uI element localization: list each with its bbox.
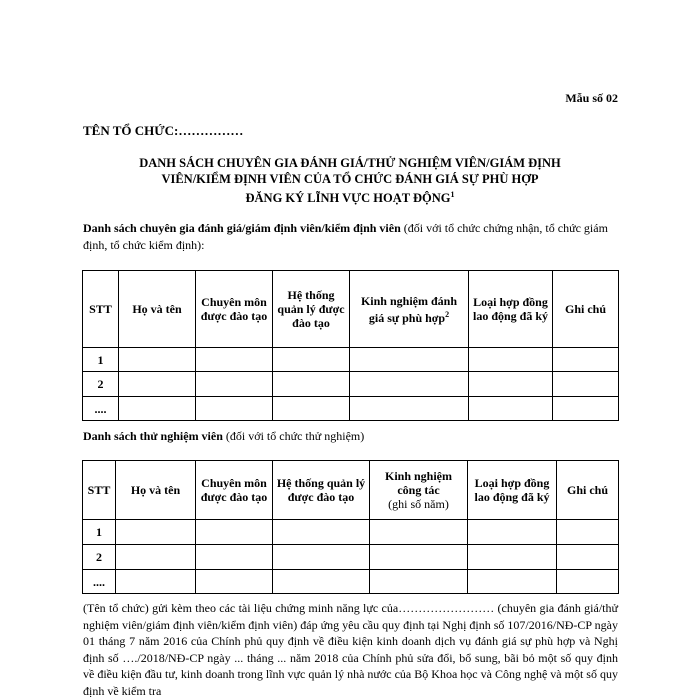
table-cell [370, 520, 468, 545]
col-experience-footnote: 2 [445, 309, 450, 319]
table-cell [119, 372, 196, 397]
table-row [83, 520, 619, 545]
table-cell [557, 570, 619, 594]
body-paragraph: (Tên tổ chức) gửi kèm theo các tài liệu chứng minh năng lực của…………………… (chuyên gia đánh giá/thử nghiệm viên/giám định viên/kiểm định viên) đáp ứng yêu cầu quy định tại Nghị định số 107/2016/NĐ-CP ngày 01 tháng 7 năm 2016 của Chính phủ quy định về điều kiện kinh doanh dịch vụ đánh giá sự phù hợp và Nghị định số …./2018/NĐ-CP ngày ... tháng ... năm 2018 của Chính phủ sửa đổi, bổ sung, bãi bỏ một số quy định về điều kiện đầu tư, kinh doanh trong lĩnh vực quản lý nhà nước của Bộ Khoa học và Công nghệ và một số quy định về kiểm tra [83, 601, 618, 698]
table-cell [469, 372, 553, 397]
col-management-system: Hệ thống quản lý được đào tạo [273, 461, 370, 520]
table-cell [557, 520, 619, 545]
table-cell [273, 520, 370, 545]
title-line-1: DANH SÁCH CHUYÊN GIA ĐÁNH GIÁ/THỬ NGHIỆM VIÊN/GIÁM ĐỊNH [139, 156, 561, 170]
table-cell [119, 397, 196, 421]
table-cell [469, 348, 553, 372]
col-specialty: Chuyên môn được đào tạo [196, 461, 273, 520]
table-header-row [83, 271, 619, 348]
table-cell [196, 372, 273, 397]
section-1-heading [83, 220, 617, 254]
table-cell [469, 397, 553, 421]
table-cell [350, 372, 469, 397]
table-row [83, 397, 619, 421]
table-cell [273, 397, 350, 421]
col-notes: Ghi chú [557, 461, 619, 520]
table-cell [273, 570, 370, 594]
table-cell [196, 545, 273, 570]
table-row [83, 348, 619, 372]
col-name: Họ và tên [119, 271, 196, 348]
section-2-heading-note: (đối với tổ chức thử nghiệm) [222, 429, 365, 443]
col-management-system: Hệ thống quản lý được đào tạo [273, 271, 350, 348]
row-number: 1 [83, 348, 119, 372]
organization-name-label: TÊN TỔ CHỨC:…………… [83, 123, 244, 138]
table-header-row [83, 461, 619, 520]
table-cell [553, 372, 619, 397]
section-2-heading [83, 428, 617, 445]
col-contract-type: Loại hợp đồng lao động đã ký [468, 461, 557, 520]
table-cell [273, 545, 370, 570]
table-row [83, 545, 619, 570]
row-number: 1 [83, 520, 116, 545]
table-cell [196, 348, 273, 372]
section-2-heading-bold: Danh sách thử nghiệm viên [83, 429, 223, 443]
title-line-3-text: ĐĂNG KÝ LĨNH VỰC HOẠT ĐỘNG [245, 191, 451, 206]
col-contract-type: Loại hợp đồng lao động đã ký [469, 271, 553, 348]
col-specialty: Chuyên môn được đào tạo [196, 271, 273, 348]
table-cell [468, 545, 557, 570]
table-cell [116, 570, 196, 594]
table-cell [370, 545, 468, 570]
table-cell [273, 348, 350, 372]
table-cell [350, 397, 469, 421]
form-number: Mẫu số 02 [565, 91, 618, 105]
table-cell [350, 348, 469, 372]
col-experience [350, 271, 469, 348]
experts-table [82, 270, 619, 421]
section-1-heading-note: (đối với tổ chức chứng nhận, tổ chức giám định, tổ chức kiểm định): [83, 221, 608, 252]
row-number: .... [83, 397, 119, 421]
document-title [83, 155, 617, 206]
col-experience-text: Kinh nghiệm đánh giá sự phù hợp [360, 293, 458, 325]
table-cell [557, 545, 619, 570]
table-cell [468, 570, 557, 594]
table-cell [273, 372, 350, 397]
table-cell [196, 520, 273, 545]
col-work-experience-text: Kinh nghiệm công tác [384, 469, 453, 497]
row-number: .... [83, 570, 116, 594]
row-number: 2 [83, 545, 116, 570]
table-cell [553, 348, 619, 372]
table-cell [370, 570, 468, 594]
section-1-heading-bold: Danh sách chuyên gia đánh giá/giám định viên/kiểm định viên [83, 221, 401, 235]
testers-table [82, 460, 619, 594]
col-notes: Ghi chú [553, 271, 619, 348]
col-name: Họ và tên [116, 461, 196, 520]
col-stt: STT [83, 461, 116, 520]
table-cell [196, 397, 273, 421]
row-number: 2 [83, 372, 119, 397]
table-cell [119, 348, 196, 372]
title-footnote-marker: 1 [450, 190, 455, 199]
table-cell [116, 545, 196, 570]
title-line-2: VIÊN/KIỂM ĐỊNH VIÊN CỦA TỔ CHỨC ĐÁNH GIÁ SỰ PHÙ HỢP [161, 172, 539, 186]
col-stt: STT [83, 271, 119, 348]
table-cell [553, 397, 619, 421]
title-line-3 [83, 187, 617, 206]
col-work-experience [370, 461, 468, 520]
table-cell [196, 570, 273, 594]
col-work-experience-sub: (ghi số năm) [388, 497, 449, 511]
table-cell [116, 520, 196, 545]
table-row [83, 372, 619, 397]
table-row [83, 570, 619, 594]
table-cell [468, 520, 557, 545]
